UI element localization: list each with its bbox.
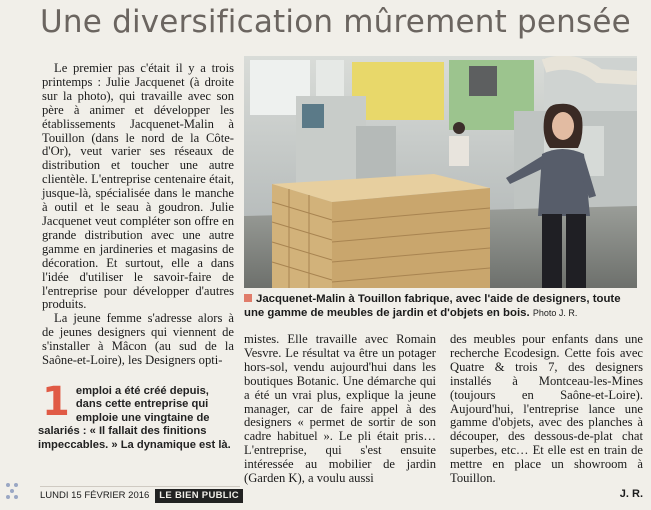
article-column-1	[42, 62, 234, 372]
caption-text: Jacquenet-Malin à Touillon fabrique, avec l'aide de designers, toute une gamme de meubles de jardin et d'objets en bois.	[244, 293, 621, 319]
publication-logo: LE BIEN PUBLIC	[155, 489, 243, 503]
factory-photo-image	[244, 56, 637, 288]
article-paragraph: mistes. Elle travaille avec Romain Vesvre. Le résultat va être un potager hors-sol, vendu aujourd'hui dans les boutiques Botanic. Une démarche qui a été un vrai plus, explique la jeune manager, car de faire appel à des designers « permet de sortir de son cadre habituel ». Le pli était pris… L'entreprise, qui s'est ensuite intéressée au mobilier de jardin (Garden K), a voulu aussi	[244, 332, 436, 486]
pull-quote	[38, 379, 238, 452]
photo-caption	[244, 292, 641, 320]
publication-date: LUNDI 15 FÉVRIER 2016	[40, 490, 150, 501]
factory-photo	[244, 56, 637, 288]
pull-quote-number: 1	[42, 379, 70, 425]
article-headline: Une diversification mûrement pensée	[40, 4, 631, 40]
article-column-3	[450, 332, 643, 500]
article-column-2	[244, 333, 436, 495]
author-signature: J. R.	[619, 487, 643, 500]
article-paragraph: Le premier pas c'était il y a trois printemps : Julie Jacquenet (à droite sur la photo), qui travaille avec son père à animer et développer les établissements Jacquenet-Malin à Touillon (dans le nord de la Côte-d'Or), veut varier ses réseaux de distribution et toucher une autre clientèle. L'entreprise centenaire était, jusque-là, spécialisée dans le manche à outil et le seau à goudron. Julie Jacquenet veut compléter son offre en grande distribution avec une autre gamme en jardineries et magasins de décoration. Et surtout, elle a dans l'idée d'utiliser le savoir-faire de l'entreprise pour développer d'autres produits.	[42, 61, 234, 312]
caption-marker-icon	[244, 294, 252, 302]
footer-divider	[40, 486, 240, 487]
article-paragraph: des meubles pour enfants dans une recherche Ecodesign. Cette fois avec Quatre & trois 7, des designers installés à Montceau-les-Mines (toujours en Saône-et-Loire). Aujourd'hui, l'entreprise lance une gamme d'objets, avec des planches à découper, des dessous-de-plat chat superbes, etc… Et elle est en train de mettre en place un showroom à Touillon.	[450, 332, 643, 486]
page-footer	[40, 489, 243, 503]
decorative-dots-icon	[6, 483, 24, 503]
photo-credit: Photo J. R.	[532, 308, 578, 318]
pull-quote-text: emploi a été créé depuis, dans cette entreprise qui emploie une vingtaine de salariés : « Il fallait des finitions impeccables. » La dynamique est là.	[38, 385, 231, 451]
article-paragraph: La jeune femme s'adresse alors à de jeunes designers qui viennent de s'installer à Mâcon (au sud de la Saône-et-Loire), les Designers opti-	[42, 311, 234, 368]
